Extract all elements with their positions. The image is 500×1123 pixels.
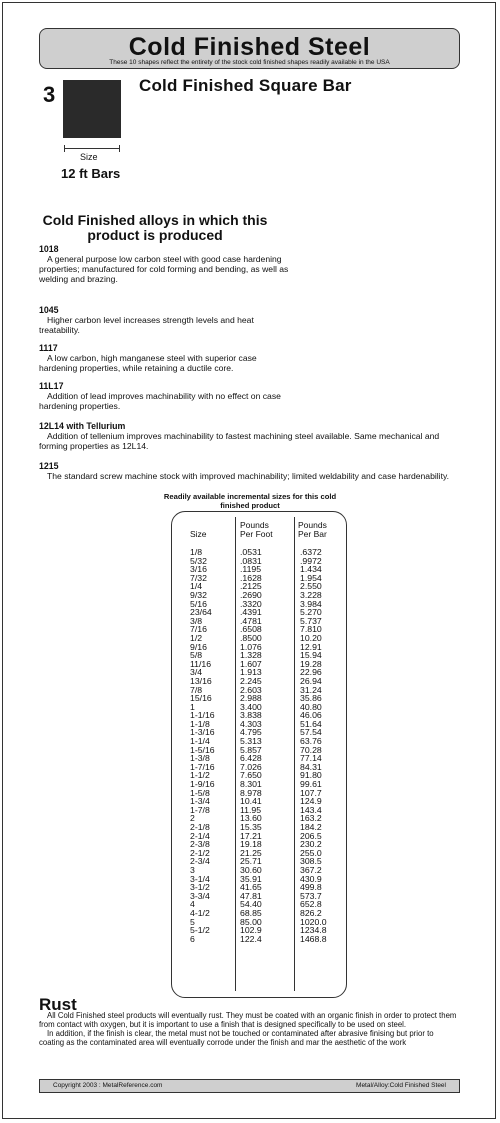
table-cell: 573.7: [300, 890, 322, 901]
table-cell: 1/2: [190, 632, 203, 643]
table-cell: 1-1/16: [190, 710, 215, 721]
table-cell: 40.80: [300, 701, 322, 712]
table-cell: 19.28: [300, 658, 322, 669]
size-values: [190, 548, 215, 943]
table-cell: .1195: [240, 564, 262, 575]
table-cell: 9/16: [190, 641, 207, 652]
table-cell: 30.60: [240, 864, 262, 875]
page-title: Cold Finished Steel: [128, 33, 371, 61]
alloy-name: 11L17: [39, 381, 64, 391]
table-cell: 3/16: [190, 564, 207, 575]
table-cell: 1-5/16: [190, 744, 215, 755]
table-cell: 8.301: [240, 779, 262, 790]
table-cell: .0531: [240, 547, 262, 557]
table-cell: .4781: [240, 615, 262, 626]
table-cell: 68.85: [240, 907, 262, 918]
table-cell: 11/16: [190, 658, 212, 669]
alloy-description: Higher carbon level increases strength levels and heat treatability.: [39, 315, 254, 335]
pounds-per-foot-values: [240, 548, 262, 943]
table-cell: 1-7/8: [190, 804, 210, 815]
table-cell: 3.838: [240, 710, 262, 721]
table-cell: 1-3/16: [190, 727, 215, 738]
dimension-line-icon: [64, 148, 120, 149]
alloy-name: 1018: [39, 244, 59, 254]
table-cell: 22.96: [300, 667, 322, 678]
alloy-description: A low carbon, high manganese steel with superior case hardening properties, while retaining a ductile core.: [39, 353, 257, 373]
table-cell: 1.076: [240, 641, 262, 652]
table-cell: 430.9: [300, 873, 322, 884]
alloy-description: A general purpose low carbon steel with good case hardening properties; manufactured for cold forming and bending, as well as welding and brazing.: [39, 254, 289, 284]
table-cell: 19.18: [240, 839, 262, 850]
footer-copyright: Copyright 2003 : MetalReference.com: [53, 1082, 163, 1089]
table-cell: 5.313: [240, 736, 262, 747]
alloy-description: Addition of tellenium improves machinability to fastest machining steel available. Same mechanical and forming properties as 12L14.: [39, 431, 440, 451]
table-cell: 26.94: [300, 675, 322, 686]
column-divider: [294, 517, 295, 991]
table-cell: 1-3/4: [190, 796, 210, 807]
table-cell: 3/4: [190, 667, 203, 678]
table-cell: 5: [190, 916, 195, 927]
table-cell: 1: [190, 701, 195, 712]
table-cell: 3: [190, 864, 195, 875]
table-cell: 5/8: [190, 650, 203, 661]
rust-text: [39, 1011, 460, 1047]
table-cell: 13/16: [190, 675, 212, 686]
pounds-per-bar-header: Pounds Per Bar: [298, 520, 327, 539]
table-cell: 10.20: [300, 632, 322, 643]
sizes-caption: Readily available incremental sizes for this cold finished product: [163, 492, 337, 510]
alloy-name: 12L14 with Tellurium: [39, 421, 126, 431]
table-cell: 15.35: [240, 822, 262, 832]
table-cell: 31.24: [300, 684, 322, 695]
table-cell: 35.91: [240, 873, 262, 884]
table-cell: 1-5/8: [190, 787, 210, 798]
table-cell: 15/16: [190, 693, 212, 704]
table-cell: 2.550: [300, 581, 322, 592]
table-cell: 102.9: [240, 925, 262, 936]
size-header: Size: [190, 529, 207, 539]
table-cell: 1.328: [240, 650, 262, 661]
table-cell: 77.14: [300, 753, 322, 764]
pounds-per-foot-column: [240, 512, 290, 997]
table-cell: 4.795: [240, 727, 262, 738]
table-cell: 51.64: [300, 718, 322, 729]
table-cell: 1020.0: [300, 916, 327, 927]
table-cell: 3.228: [300, 589, 322, 600]
table-cell: 206.5: [300, 830, 322, 841]
table-cell: 47.81: [240, 890, 262, 901]
table-cell: 5/16: [190, 598, 207, 609]
table-cell: 3.984: [300, 598, 322, 609]
alloy-item: [39, 244, 289, 284]
pounds-per-foot-header: Pounds Per Foot: [240, 520, 273, 539]
alloy-name: 1117: [39, 343, 58, 353]
table-cell: 46.06: [300, 710, 322, 721]
table-cell: 1-7/16: [190, 761, 215, 772]
table-cell: 2-1/8: [190, 822, 210, 832]
table-cell: 10.41: [240, 796, 262, 807]
table-cell: .3320: [240, 598, 262, 609]
table-cell: 7/8: [190, 684, 203, 695]
table-cell: 5.737: [300, 615, 322, 626]
table-cell: 1.434: [300, 564, 322, 575]
table-cell: 2-3/4: [190, 856, 210, 867]
table-cell: 21.25: [240, 847, 262, 858]
table-cell: 2-3/8: [190, 839, 210, 850]
table-cell: 4: [190, 899, 195, 910]
table-cell: 3/8: [190, 615, 203, 626]
table-cell: 2-1/4: [190, 830, 210, 841]
alloys-heading: Cold Finished alloys in which this product is produced: [42, 212, 268, 243]
table-cell: 54.40: [240, 899, 262, 910]
table-cell: 499.8: [300, 882, 322, 893]
table-cell: 3-1/2: [190, 882, 210, 893]
table-cell: 4.303: [240, 718, 262, 729]
alloy-item: [39, 381, 289, 411]
table-cell: .6372: [300, 547, 322, 557]
table-cell: 230.2: [300, 839, 322, 850]
table-cell: 5-1/2: [190, 925, 210, 936]
table-cell: 6: [190, 933, 195, 944]
table-cell: 1468.8: [300, 933, 327, 944]
table-cell: 107.7: [300, 787, 322, 798]
table-cell: 7.026: [240, 761, 262, 772]
table-cell: 1.607: [240, 658, 262, 669]
table-cell: 143.4: [300, 804, 322, 815]
table-cell: 13.60: [240, 813, 262, 824]
table-cell: 99.61: [300, 779, 322, 790]
table-cell: 3-3/4: [190, 890, 210, 901]
table-cell: 184.2: [300, 822, 322, 832]
table-cell: 35.86: [300, 693, 322, 704]
table-cell: 1-9/16: [190, 779, 215, 790]
table-cell: 1-3/8: [190, 753, 210, 764]
table-cell: 23/64: [190, 607, 212, 618]
pounds-per-bar-values: [300, 548, 327, 943]
table-cell: .4391: [240, 607, 262, 618]
rust-paragraph: All Cold Finished steel products will eventually rust. They must be coated with an organic finish in order to protect them from contact with oxygen, but it is important to use a finish that is designed specifically to be used on steel.: [39, 1011, 457, 1029]
table-cell: 3.400: [240, 701, 262, 712]
table-cell: 124.9: [300, 796, 322, 807]
shape-number: 3: [43, 82, 56, 107]
table-cell: .2125: [240, 581, 262, 592]
alloy-item: [39, 421, 460, 451]
table-cell: 63.76: [300, 736, 322, 747]
alloy-description: Addition of lead improves machinability with no effect on case hardening properties.: [39, 391, 281, 411]
table-cell: 1-1/2: [190, 770, 210, 781]
rust-paragraph: In addition, if the finish is clear, the metal must not be touched or contaminated after abrasive finising but prior to coating as the contaminated area will eventually corrode under the finish and mar the aesthetic of the work: [39, 1029, 434, 1047]
table-cell: 1-1/4: [190, 736, 210, 747]
table-cell: 1/4: [190, 581, 203, 592]
table-cell: 367.2: [300, 864, 322, 875]
table-cell: 25.71: [240, 856, 262, 867]
size-label: Size: [80, 152, 98, 162]
alloy-item: [39, 343, 289, 373]
table-cell: 5.270: [300, 607, 322, 618]
table-cell: 7.810: [300, 624, 322, 635]
table-cell: 1/8: [190, 547, 203, 557]
table-cell: 5.857: [240, 744, 262, 755]
table-cell: 308.5: [300, 856, 322, 867]
table-cell: 84.31: [300, 761, 322, 772]
table-cell: .9972: [300, 555, 322, 566]
alloy-item: [39, 305, 289, 335]
alloy-description: The standard screw machine stock with improved machinability; limited weldability and case hardenability.: [47, 471, 450, 481]
table-cell: 4-1/2: [190, 907, 210, 918]
table-cell: 11.95: [240, 804, 262, 815]
table-cell: 2.603: [240, 684, 262, 695]
size-column: [190, 512, 244, 997]
table-cell: 1-1/8: [190, 718, 210, 729]
pounds-per-bar-column: [300, 512, 344, 997]
table-cell: 12.91: [300, 641, 322, 652]
table-cell: 163.2: [300, 813, 322, 824]
sizes-table: [171, 511, 347, 998]
table-cell: 70.28: [300, 744, 322, 755]
table-cell: .8500: [240, 632, 262, 643]
table-cell: 6.428: [240, 753, 262, 764]
alloy-name: 1045: [39, 305, 59, 315]
bar-length: 12 ft Bars: [61, 166, 121, 181]
table-cell: 8.978: [240, 787, 262, 798]
table-cell: 5/32: [190, 555, 207, 566]
table-cell: 1234.8: [300, 925, 327, 936]
table-cell: .1628: [240, 572, 262, 583]
table-cell: 2: [190, 813, 195, 824]
table-cell: 41.65: [240, 882, 262, 893]
square-bar-icon: [63, 80, 121, 138]
table-cell: 9/32: [190, 589, 207, 600]
table-cell: 826.2: [300, 907, 322, 918]
table-cell: 85.00: [240, 916, 262, 927]
table-cell: 17.21: [240, 830, 262, 841]
table-cell: .2690: [240, 589, 262, 600]
table-cell: 255.0: [300, 847, 322, 858]
table-cell: 2-1/2: [190, 847, 210, 858]
table-cell: .6508: [240, 624, 262, 635]
table-cell: 652.8: [300, 899, 322, 910]
footer-section: Metal/Alloy:Cold Finished Steel: [356, 1082, 446, 1089]
table-cell: 57.54: [300, 727, 322, 738]
table-cell: 7.650: [240, 770, 262, 781]
table-cell: 122.4: [240, 933, 262, 944]
alloy-item: [39, 461, 460, 481]
table-cell: 2.245: [240, 675, 262, 686]
footer-bar: [39, 1079, 460, 1093]
product-name: Cold Finished Square Bar: [139, 76, 352, 95]
table-cell: 15.94: [300, 650, 322, 661]
table-cell: 3-1/4: [190, 873, 210, 884]
alloy-name: 1215: [39, 461, 59, 471]
rust-title: Rust: [39, 995, 77, 1014]
table-cell: 91.80: [300, 770, 322, 781]
page-subtitle: These 10 shapes reflect the entirety of the stock cold finished shapes readily available in the USA: [109, 59, 390, 66]
table-cell: .0831: [240, 555, 262, 566]
table-cell: 1.954: [300, 572, 322, 583]
table-cell: 1.913: [240, 667, 262, 678]
table-cell: 7/32: [190, 572, 207, 583]
table-cell: 7/16: [190, 624, 207, 635]
header-banner: [39, 28, 460, 69]
table-cell: 2.988: [240, 693, 262, 704]
